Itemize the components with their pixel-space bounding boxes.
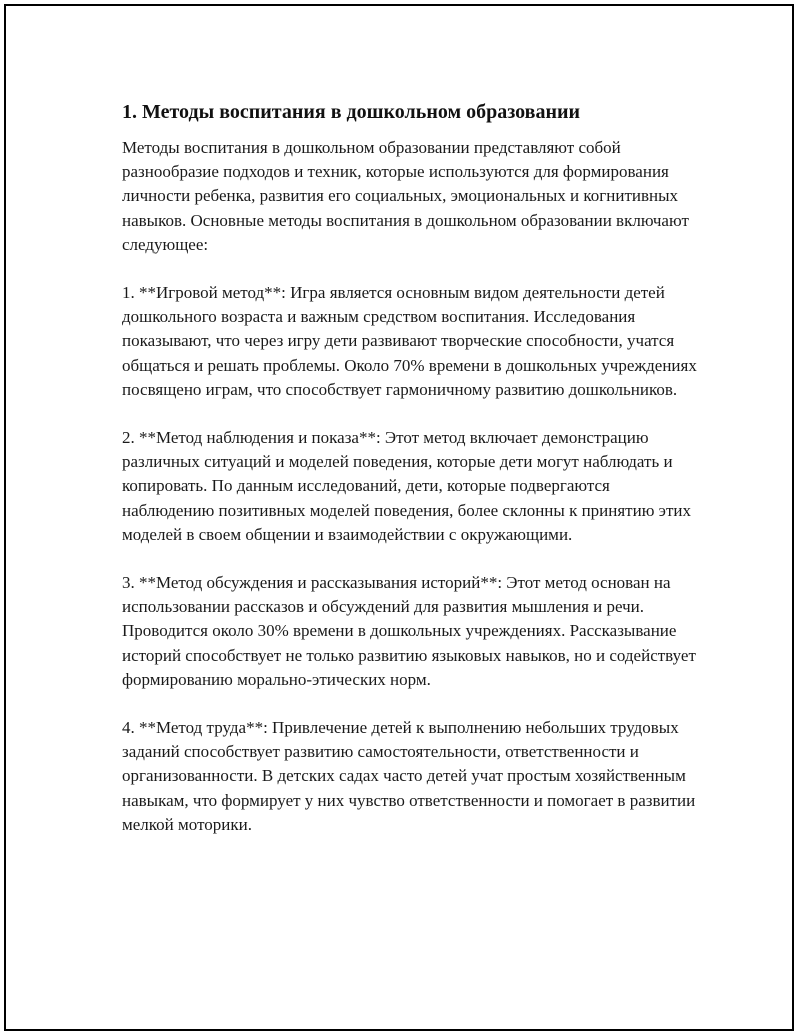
section-heading: 1. Методы воспитания в дошкольном образовании	[122, 101, 581, 123]
paragraph-game-method: 1. **Игровой метод**: Игра является основным видом деятельности детей дошкольного возраста и важным средством воспитания. Исследования показывают, что через игру дети развивают творческие способности, учатся общаться и решать проблемы. Около 70% времени в дошкольных учреждениях посвящено играм, что способствует гармоничному развитию дошкольников.	[122, 283, 697, 399]
intro-paragraph: Методы воспитания в дошкольном образовании представляют собой разнообразие подходов и техник, которые используются для формирования личности ребенка, развития его социальных, эмоциональных и когнитивных навыков. Основные методы воспитания в дошкольном образовании включают следующее:	[122, 138, 689, 254]
paragraph-discussion-method: 3. **Метод обсуждения и рассказывания историй**: Этот метод основан на использовании рассказов и обсуждений для развития мышления и речи. Проводится около 30% времени в дошкольных учреждениях. Рассказывание историй способствует не только развитию языковых навыков, но и содействует формированию морально-этических норм.	[122, 573, 696, 689]
paragraph-labor-method: 4. **Метод труда**: Привлечение детей к выполнению небольших трудовых заданий способствует развитию самостоятельности, ответственности и организованности. В детских садах часто детей учат простым хозяйственным навыкам, что формирует у них чувство ответственности и помогает в развитии мелкой моторики.	[122, 718, 696, 834]
page-frame	[4, 4, 794, 1031]
document-content	[122, 98, 702, 861]
paragraph-observation-method: 2. **Метод наблюдения и показа**: Этот метод включает демонстрацию различных ситуаций и моделей поведения, которые дети могут наблюдать и копировать. По данным исследований, дети, которые подвергаются наблюдению позитивных моделей поведения, более склонны к принятию этих моделей в своем общении и взаимодействии с окружающими.	[122, 428, 691, 544]
